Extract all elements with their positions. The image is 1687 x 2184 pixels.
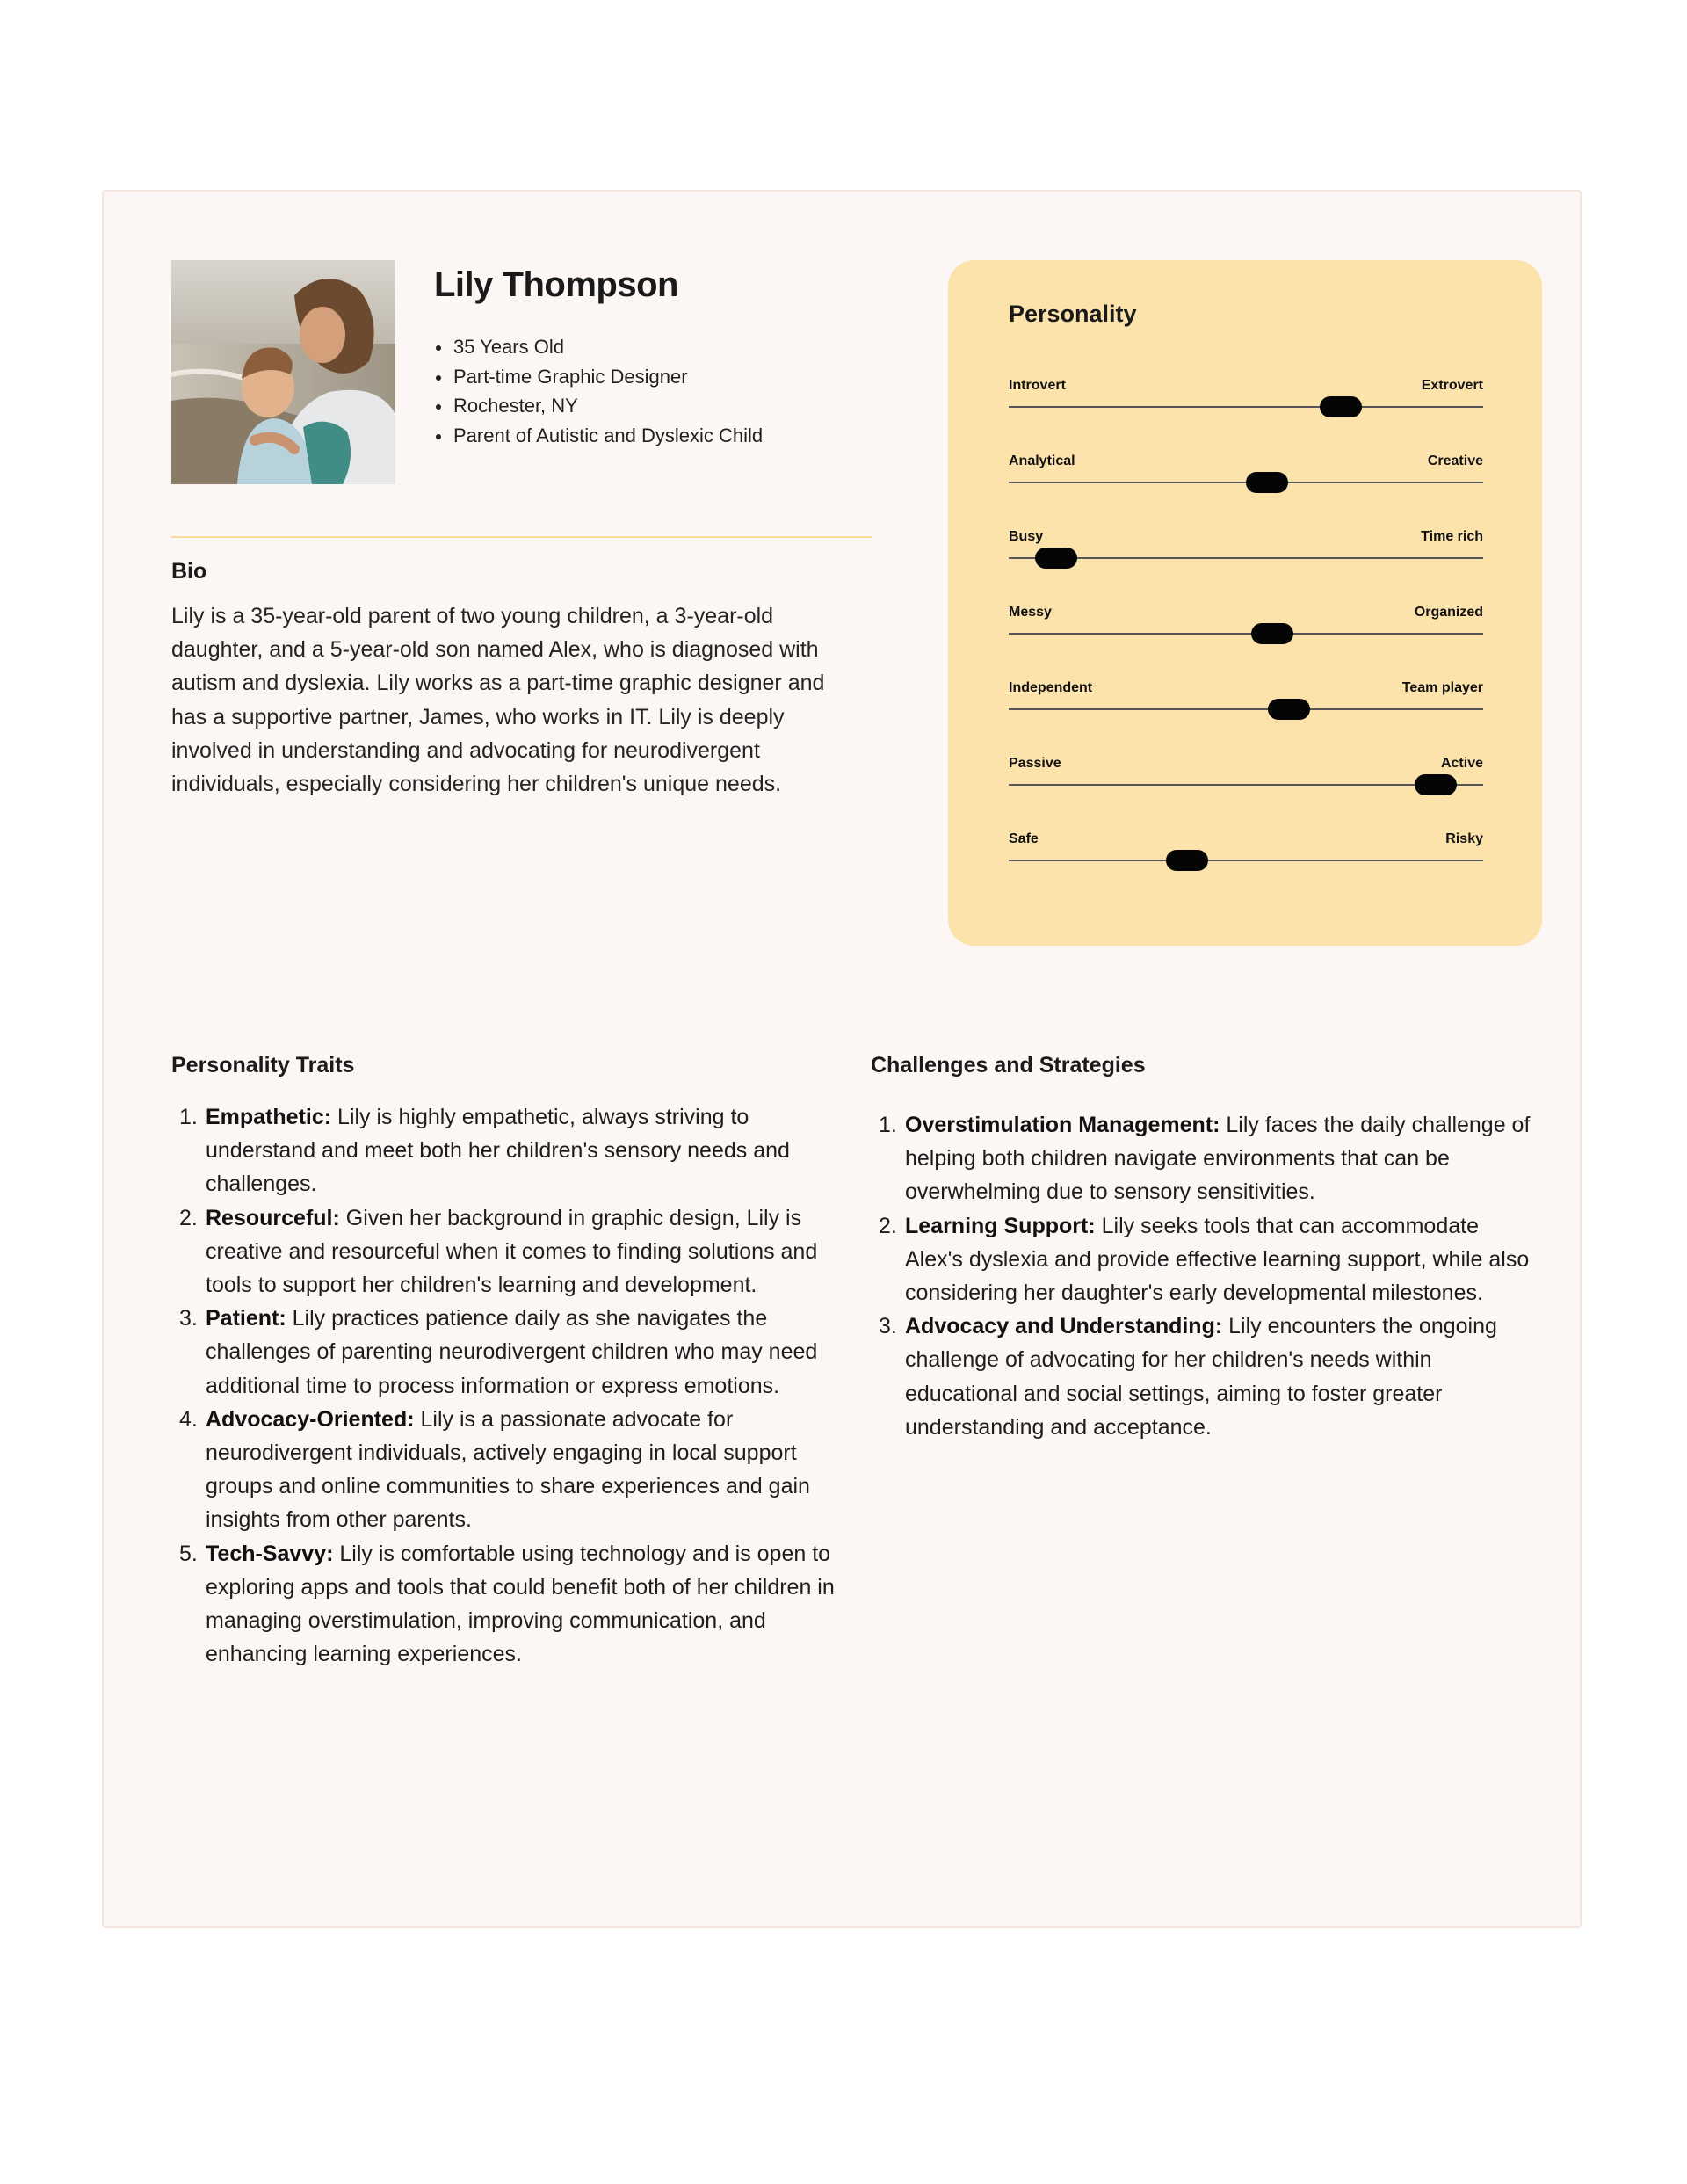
scale-knob[interactable] xyxy=(1320,396,1362,417)
scale-left-label: Passive xyxy=(1009,756,1061,771)
traits-list xyxy=(171,1100,848,1671)
scale-track xyxy=(1009,784,1483,786)
scale-right-label: Extrovert xyxy=(1421,378,1483,393)
scale-track xyxy=(1009,406,1483,408)
scale-right-label: Team player xyxy=(1401,680,1483,695)
challenge-item xyxy=(871,1108,1539,1209)
bio-title: Bio xyxy=(171,559,207,584)
trait-description: Lily is highly empathetic, always striving to understand and meet both her children's sensory needs and challenges. xyxy=(206,1105,790,1197)
scale-knob[interactable] xyxy=(1246,472,1288,493)
challenge-term: Advocacy and Understanding: xyxy=(905,1314,1223,1339)
scale-right-label: Time rich xyxy=(1421,529,1483,544)
trait-item xyxy=(171,1537,848,1672)
persona-photo xyxy=(171,260,395,484)
scale-busy-time-rich xyxy=(1009,529,1483,582)
scale-left-label: Safe xyxy=(1009,831,1039,846)
scale-passive-active xyxy=(1009,756,1483,809)
challenges-list xyxy=(871,1108,1539,1444)
personality-panel xyxy=(948,260,1542,946)
trait-description: Given her background in graphic design, Lily is creative and resourceful when it comes to finding solutions and tools to support her children's learning and development. xyxy=(206,1205,818,1298)
persona-facts xyxy=(434,332,763,450)
challenge-description: Lily seeks tools that can accommodate Alex's dyslexia and provide effective learning support, while also considering her daughter's early developmental milestones. xyxy=(905,1213,1530,1306)
scale-introvert-extrovert xyxy=(1009,378,1483,431)
challenge-item xyxy=(871,1310,1539,1444)
scale-track xyxy=(1009,633,1483,635)
scale-knob[interactable] xyxy=(1035,548,1077,569)
scale-independent-team-player xyxy=(1009,680,1483,733)
challenge-description: Lily encounters the ongoing challenge of advocating for her children's needs within educational and social settings, aiming to foster greater understanding and acceptance. xyxy=(905,1314,1497,1440)
scale-knob[interactable] xyxy=(1251,623,1293,644)
fact-family: Parent of Autistic and Dyslexic Child xyxy=(434,421,763,451)
header-divider xyxy=(171,536,872,538)
trait-term: Resourceful: xyxy=(206,1205,340,1230)
challenge-item xyxy=(871,1209,1539,1310)
scale-left-label: Introvert xyxy=(1009,378,1066,393)
persona-card xyxy=(102,190,1582,1928)
scale-knob[interactable] xyxy=(1268,699,1310,720)
challenge-description: Lily faces the daily challenge of helping both children navigate environments that can be overwhelming due to sensory sensitivities. xyxy=(905,1113,1531,1205)
trait-item xyxy=(171,1100,848,1201)
scale-left-label: Messy xyxy=(1009,605,1052,620)
trait-description: Lily is comfortable using technology and is open to exploring apps and tools that could benefit both of her children in managing overstimulation, improving communication, and enhancing learning experiences. xyxy=(206,1541,835,1667)
challenge-term: Overstimulation Management: xyxy=(905,1113,1220,1137)
trait-term: Empathetic: xyxy=(206,1105,332,1129)
scale-track xyxy=(1009,557,1483,559)
scale-right-label: Organized xyxy=(1414,605,1483,620)
fact-occupation: Part-time Graphic Designer xyxy=(434,362,763,392)
bio-text: Lily is a 35-year-old parent of two young children, a 3-year-old daughter, and a 5-year-old son named Alex, who is diagnosed with autism and dyslexia. Lily works as a part-time graphic designer and has a supportive partner, James, who works in IT. Lily is deeply involved in understanding and advocating for neurodivergent individuals, especially considering her children's unique needs. xyxy=(171,604,825,797)
scale-analytical-creative xyxy=(1009,453,1483,506)
trait-description: Lily is a passionate advocate for neurodivergent individuals, actively engaging in local support groups and online communities to share experiences and gain insights from other parents. xyxy=(206,1406,810,1533)
trait-term: Advocacy-Oriented: xyxy=(206,1406,415,1432)
scale-left-label: Busy xyxy=(1009,529,1044,544)
scale-left-label: Independent xyxy=(1009,680,1093,695)
trait-description: Lily practices patience daily as she navigates the challenges of parenting neurodivergent children who may need additional time to process information or express emotions. xyxy=(206,1306,818,1398)
fact-age: 35 Years Old xyxy=(434,332,763,362)
challenges-title: Challenges and Strategies xyxy=(871,1053,1146,1077)
scale-left-label: Analytical xyxy=(1009,453,1075,468)
persona-name: Lily Thompson xyxy=(434,265,678,304)
trait-term: Patient: xyxy=(206,1306,286,1331)
scale-right-label: Creative xyxy=(1427,453,1483,468)
trait-item xyxy=(171,1201,848,1302)
fact-location: Rochester, NY xyxy=(434,391,763,421)
trait-term: Tech-Savvy: xyxy=(206,1541,334,1566)
scale-right-label: Active xyxy=(1440,756,1483,771)
scale-knob[interactable] xyxy=(1415,774,1457,795)
scale-messy-organized xyxy=(1009,605,1483,657)
scale-knob[interactable] xyxy=(1166,850,1208,871)
traits-title: Personality Traits xyxy=(171,1053,355,1077)
trait-item xyxy=(171,1302,848,1403)
challenge-term: Learning Support: xyxy=(905,1213,1096,1238)
scale-safe-risky xyxy=(1009,831,1483,884)
personality-title: Personality xyxy=(1009,301,1137,327)
scale-track xyxy=(1009,708,1483,710)
scale-right-label: Risky xyxy=(1445,831,1483,846)
scale-track xyxy=(1009,860,1483,861)
trait-item xyxy=(171,1403,848,1537)
